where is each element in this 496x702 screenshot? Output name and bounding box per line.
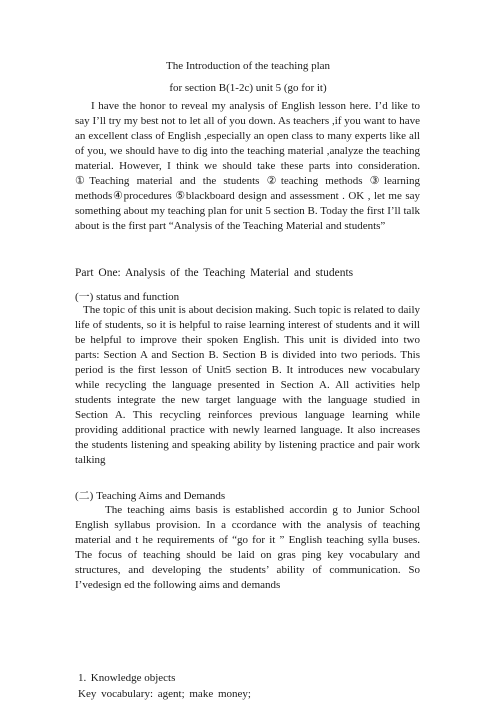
list-item-label: Knowledge objects (90, 672, 176, 684)
list-item-number: 1. (78, 672, 87, 684)
section-status-heading: (一) status and function (75, 291, 180, 303)
aims-paragraph: The teaching aims basis is established accordin g to Junior School English syllabus provision. In a ccordance with the analysis of teaching material and t he requirements of “go for it ” English teaching sylla buses. The focus of teaching should be laid on gras ping key vocabulary and structures, and developing the students’ ability of communication. So I’vedesign ed the following aims and demands (75, 504, 420, 591)
document-subtitle: for section B(1-2c) unit 5 (go for it) (169, 82, 327, 94)
list-item-knowledge-objects (78, 672, 175, 684)
section-aims-heading: (二) Teaching Aims and Demands (75, 490, 226, 502)
intro-paragraph: I have the honor to reveal my analysis of English lesson here. I’d like to say I’ll try my best not to let all of you down. As teachers ,if you want to have an excellent class of English ,especially an open class to many experts like all of you, we should have to dig into the teaching material ,analyze the teaching material. However, I think we should take these parts into consideration. ①Teaching material and the students ②teaching methods ③learning methods④procedures ⑤blackboard design and assessment . OK , let me say something about my teaching plan for unit 5 section B. Today the first I’ll talk about is the first part “Analysis of the Teaching Material and students” (75, 100, 420, 232)
key-vocabulary-line: Key vocabulary: agent; make money; (78, 688, 251, 700)
document-title: The Introduction of the teaching plan (165, 60, 331, 72)
part-one-heading: Part One: Analysis of the Teaching Material and students (75, 267, 354, 279)
status-paragraph: The topic of this unit is about decision making. Such topic is related to daily life of students, so it is helpful to raise learning interest of students and it will be helpful to improve their spoken English. This unit is divided into two parts: Section A and Section B. Section B is divided into two periods. This period is the first lesson of Unit5 section B. It introduces new vocabulary while recycling the language presented in Section A. All activities help students integrate the new target language with the language studied in Section A. This recycling reinforces previous language learning while providing additional practice with newly learned language. It also increases the students listening and speaking ability by listening practice and pair work talking (75, 304, 420, 466)
